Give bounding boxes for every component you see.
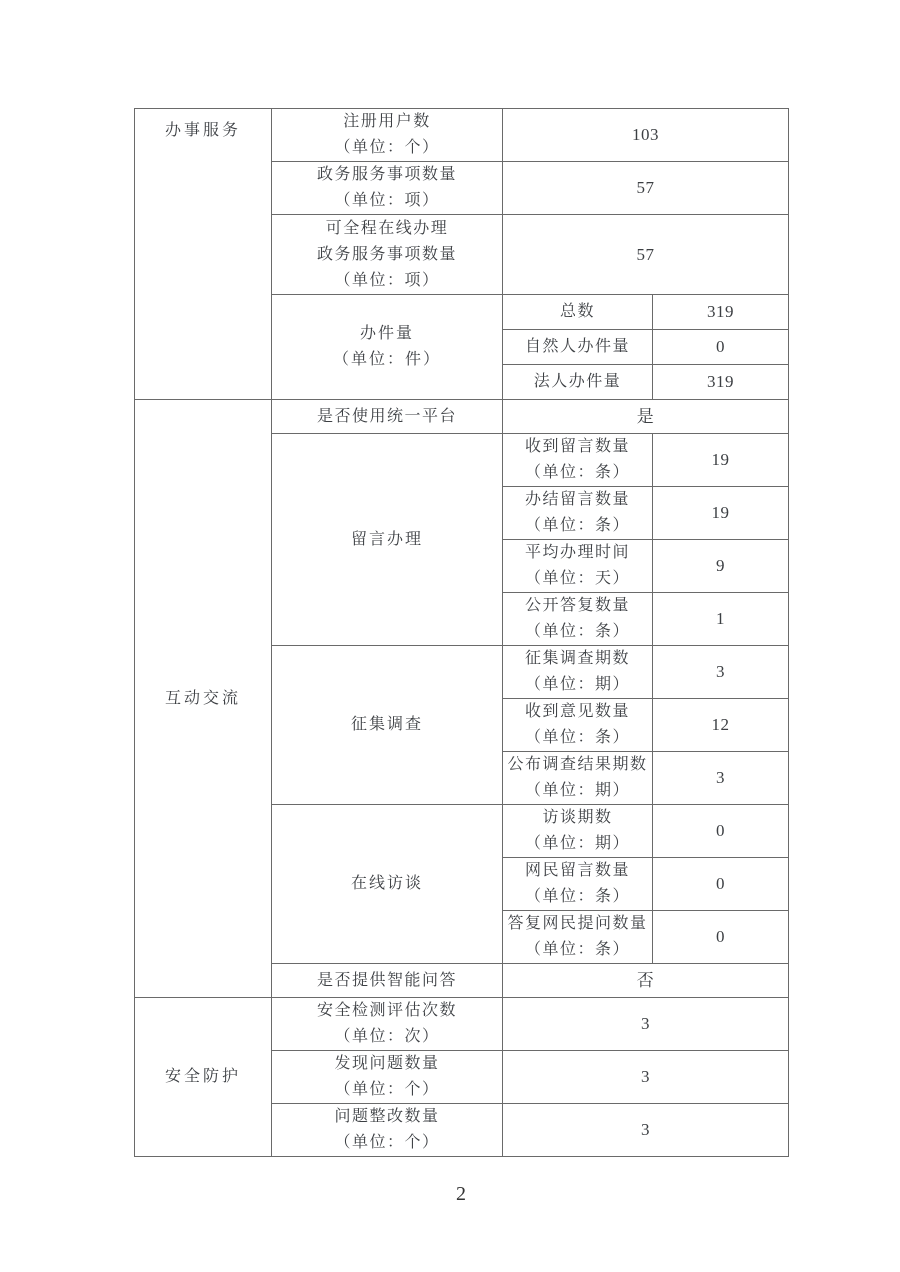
label-line: 答复网民提问数量 (507, 915, 648, 932)
sub-metric-label-cell (503, 593, 653, 646)
label-line: （单位：条） (524, 729, 630, 746)
value-cell: 0 (653, 330, 789, 365)
value-cell: 19 (653, 487, 789, 540)
sub-metric-label-cell (503, 752, 653, 805)
label-line: （单位：次） (334, 1028, 440, 1045)
sub-metric-label-cell: 法人办件量 (503, 365, 653, 400)
label-line: （单位：条） (524, 623, 630, 640)
label-line: 收到留言数量 (524, 438, 630, 455)
label-line: 公布调查结果期数 (507, 756, 648, 773)
metric-label-cell (272, 109, 503, 162)
metric-label-cell (272, 1104, 503, 1157)
sub-metric-label-cell (503, 699, 653, 752)
label-line: 问题整改数量 (334, 1108, 440, 1125)
label-line: （单位：件） (332, 351, 441, 368)
label-line: 政务服务事项数量 (316, 245, 457, 263)
report-table (134, 108, 789, 1157)
label-line: 收到意见数量 (524, 703, 630, 720)
sub-metric-label-cell (503, 911, 653, 964)
label-line: 安全检测评估次数 (316, 1002, 457, 1019)
value-cell: 0 (653, 911, 789, 964)
metric-label-cell (272, 998, 503, 1051)
label-line: 征集调查期数 (524, 650, 630, 667)
label-line: （单位：个） (334, 139, 440, 156)
label-line: 发现问题数量 (334, 1055, 440, 1072)
category-cell-service: 办事服务 (135, 109, 272, 400)
metric-group-cell (272, 295, 503, 400)
sub-metric-label-cell (503, 858, 653, 911)
label-line: （单位：期） (524, 782, 630, 799)
label-line: （单位：项） (334, 192, 440, 209)
sub-metric-label-cell (503, 434, 653, 487)
label-line: 办结留言数量 (524, 491, 630, 508)
metric-label-cell (272, 1051, 503, 1104)
page-number: 2 (456, 1183, 466, 1205)
value-cell: 3 (503, 1051, 789, 1104)
sub-metric-label-cell (503, 487, 653, 540)
value-cell: 57 (503, 162, 789, 215)
metric-label-cell: 是否使用统一平台 (272, 400, 503, 434)
value-cell: 3 (653, 646, 789, 699)
label-line: 公开答复数量 (524, 597, 630, 614)
metric-label-cell (272, 162, 503, 215)
category-cell-interaction: 互动交流 (135, 400, 272, 998)
label-line: （单位：天） (524, 570, 630, 587)
label-line: 政务服务事项数量 (316, 166, 457, 183)
label-line: 办件量 (359, 325, 414, 342)
value-cell: 0 (653, 805, 789, 858)
label-line: 平均办理时间 (524, 544, 630, 561)
value-cell: 3 (503, 998, 789, 1051)
label-line: （单位：个） (334, 1081, 440, 1098)
value-cell: 103 (503, 109, 789, 162)
metric-label-cell: 是否提供智能问答 (272, 964, 503, 998)
label-line: （单位：期） (524, 676, 630, 693)
sub-metric-label-cell: 自然人办件量 (503, 330, 653, 365)
value-cell: 19 (653, 434, 789, 487)
value-cell: 3 (503, 1104, 789, 1157)
label-line: 网民留言数量 (524, 862, 630, 879)
value-cell: 1 (653, 593, 789, 646)
value-cell: 3 (653, 752, 789, 805)
value-cell: 319 (653, 295, 789, 330)
metric-group-cell: 留言办理 (272, 434, 503, 646)
value-cell: 否 (503, 964, 789, 998)
label-line: （单位：条） (524, 517, 630, 534)
metric-group-cell: 征集调查 (272, 646, 503, 805)
sub-metric-label-cell (503, 805, 653, 858)
label-line: 可全程在线办理 (325, 219, 449, 237)
label-line: 注册用户数 (343, 113, 431, 130)
sub-metric-label-cell (503, 540, 653, 593)
value-cell: 12 (653, 699, 789, 752)
category-cell-security: 安全防护 (135, 998, 272, 1157)
label-line: （单位：个） (334, 1134, 440, 1151)
value-cell: 319 (653, 365, 789, 400)
value-cell: 57 (503, 215, 789, 295)
value-cell: 是 (503, 400, 789, 434)
label-line: （单位：条） (524, 941, 630, 958)
metric-group-cell: 在线访谈 (272, 805, 503, 964)
label-line: （单位：期） (524, 835, 630, 852)
label-line: 访谈期数 (542, 809, 613, 826)
sub-metric-label-cell (503, 646, 653, 699)
label-line: （单位：条） (524, 888, 630, 905)
sub-metric-label-cell: 总数 (503, 295, 653, 330)
metric-label-cell (272, 215, 503, 295)
value-cell: 0 (653, 858, 789, 911)
value-cell: 9 (653, 540, 789, 593)
label-line: （单位：条） (524, 464, 630, 481)
label-line: （单位：项） (334, 271, 440, 289)
